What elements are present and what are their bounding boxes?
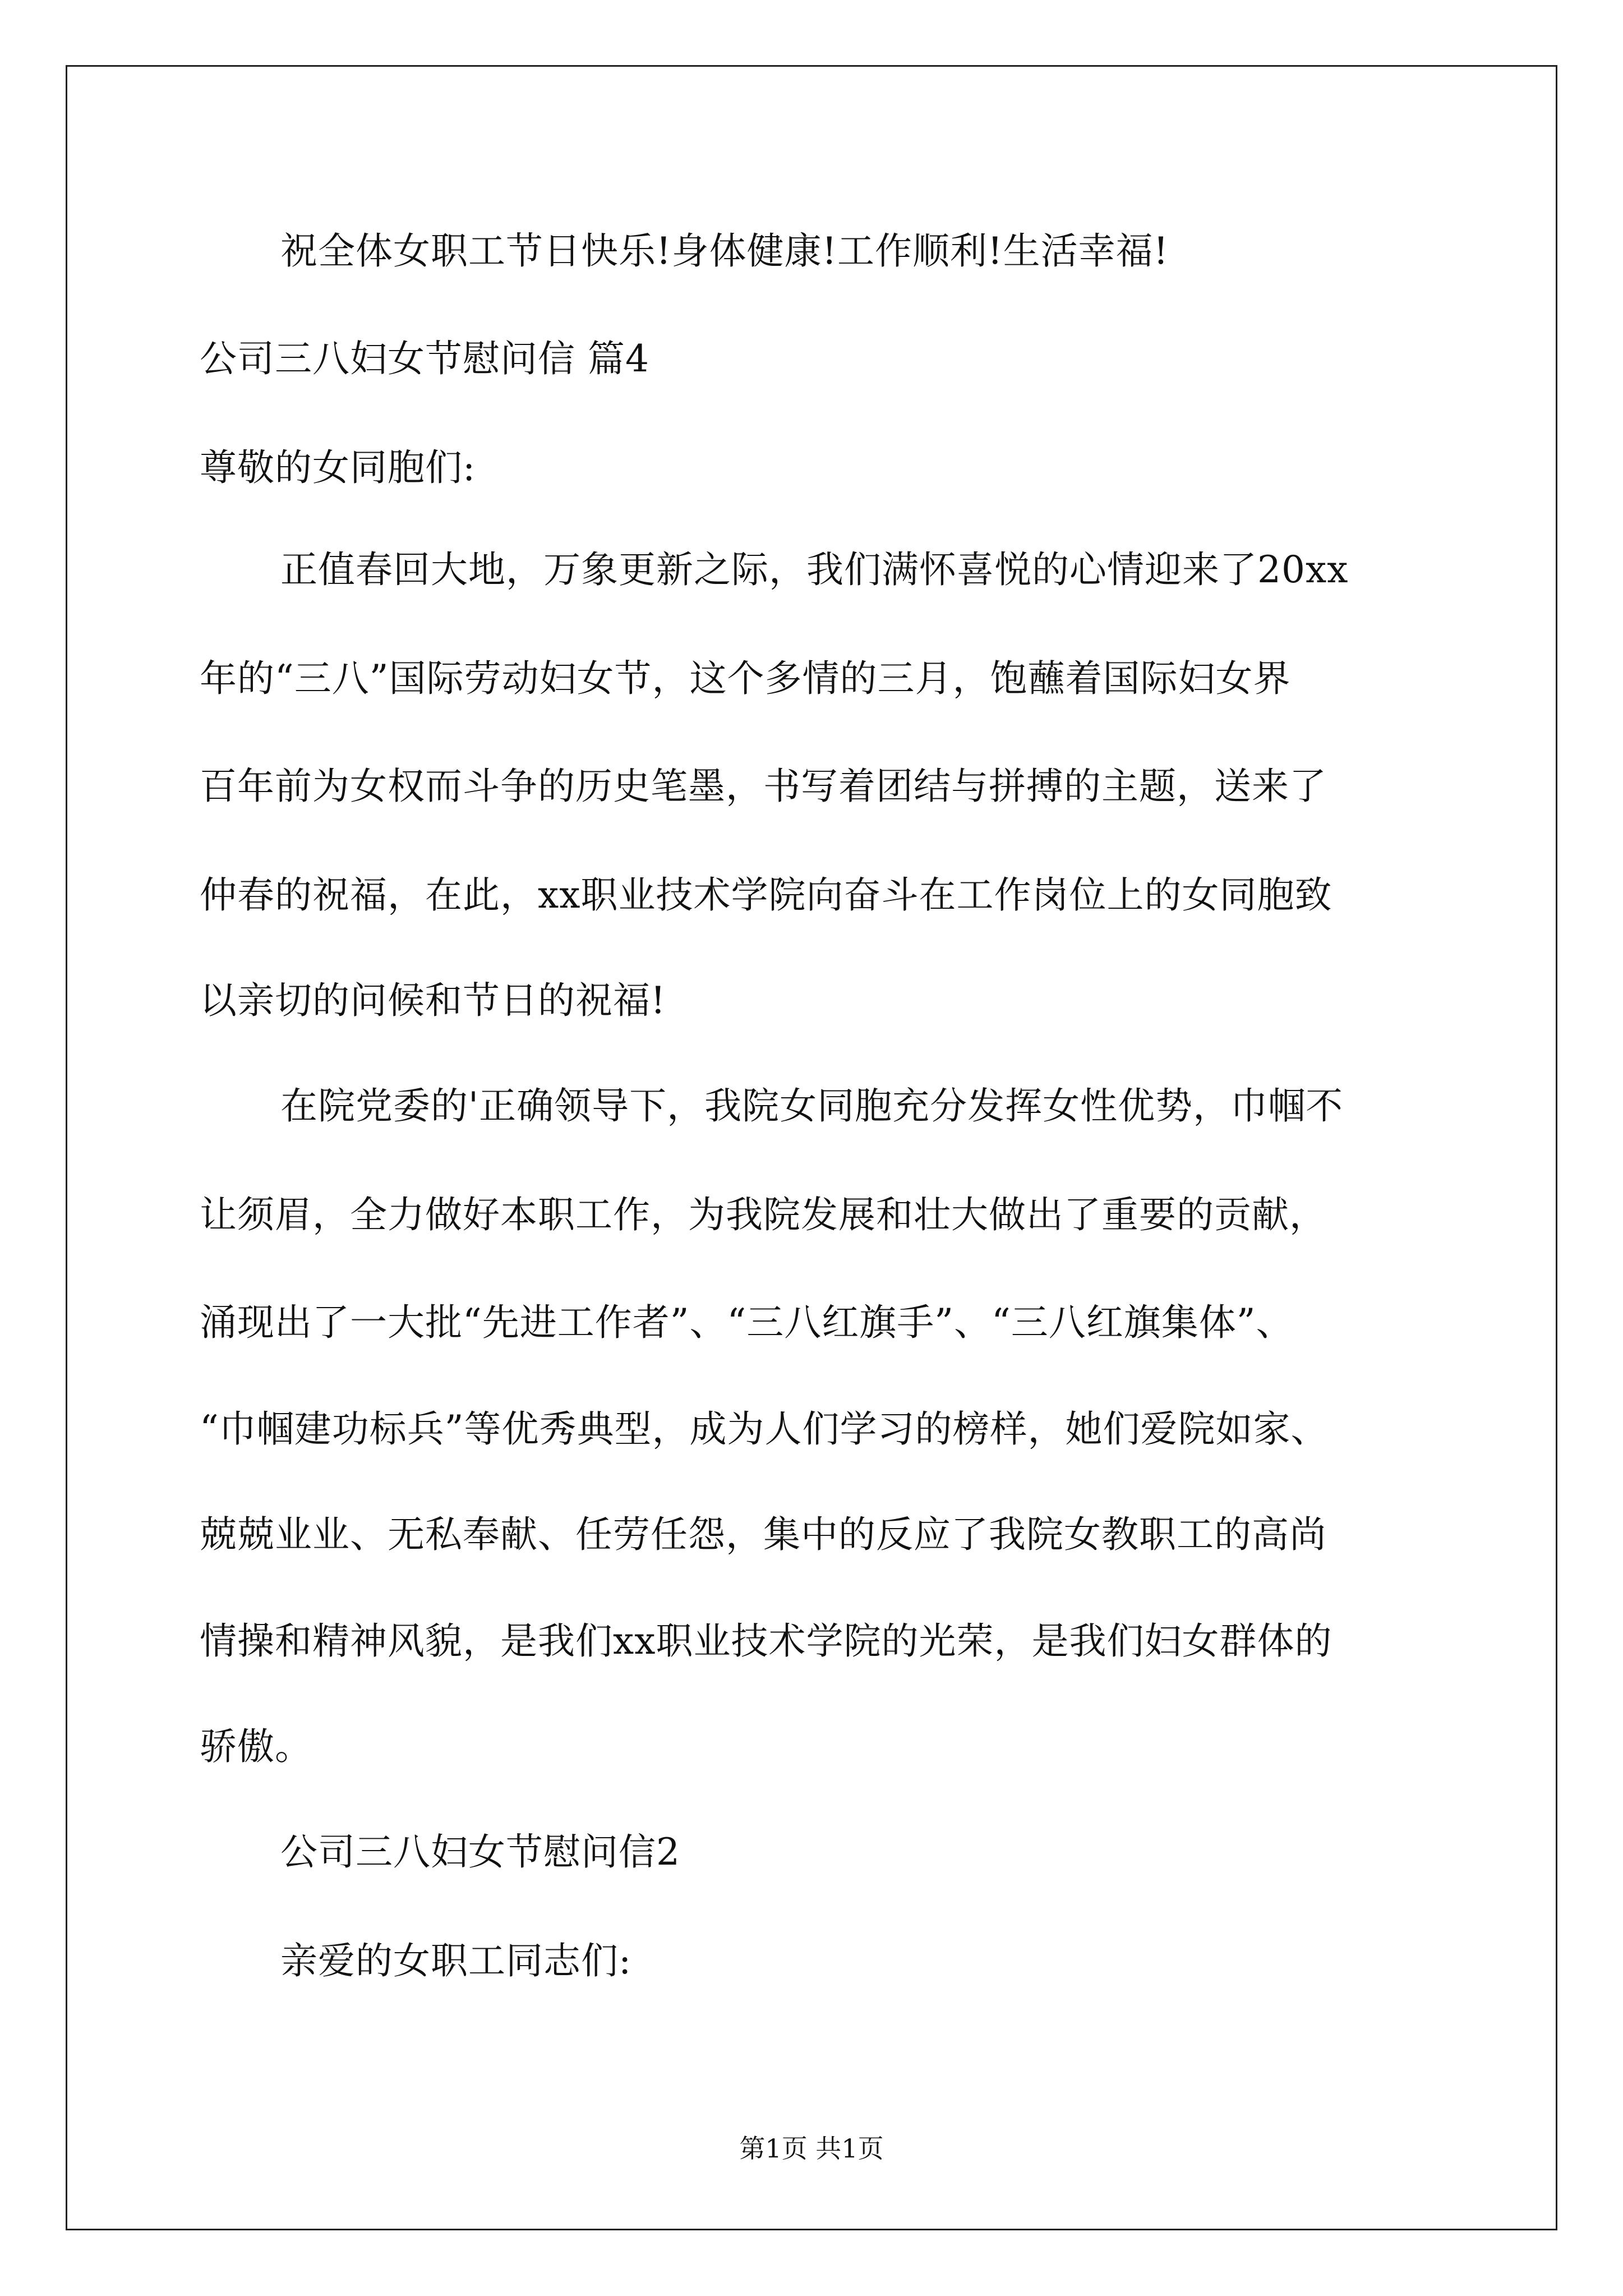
section-heading: 公司三八妇女节慰问信 篇4 [200, 337, 649, 380]
paragraph-line: 兢兢业业、无私奉献、任劳任怨，集中的反应了我院女教职工的高尚 [200, 1513, 1327, 1556]
paragraph-line: 让须眉，全力做好本职工作，为我院发展和壮大做出了重要的贡献， [200, 1193, 1327, 1236]
salutation: 尊敬的女同胞们: [200, 446, 476, 489]
page-number-footer: 第1页 共1页 [739, 2133, 884, 2164]
paragraph-line: 在院党委的'正确领导下，我院女同胞充分发挥女性优势，巾帼不 [280, 1084, 1344, 1128]
salutation: 亲爱的女职工同志们: [280, 1939, 632, 1982]
paragraph-line: 正值春回大地，万象更新之际，我们满怀喜悦的心情迎来了20xx [280, 548, 1349, 591]
closing-wishes: 祝全体女职工节日快乐!身体健康!工作顺利!生活幸福! [280, 229, 1169, 273]
paragraph-line: 仲春的祝福，在此，xx职业技术学院向奋斗在工作岗位上的女同胞致 [200, 873, 1332, 917]
paragraph-line: 年的“三八”国际劳动妇女节，这个多情的三月，饱蘸着国际妇女界 [200, 657, 1291, 700]
paragraph-line: 涌现出了一大批“先进工作者”、“三八红旗手”、“三八红旗集体”、 [200, 1301, 1294, 1344]
paragraph-line: 百年前为女权而斗争的历史笔墨，书写着团结与拼搏的主题，送来了 [200, 765, 1327, 808]
paragraph-line: 骄傲。 [200, 1725, 312, 1768]
paragraph-line: 情操和精神风貌，是我们xx职业技术学院的光荣，是我们妇女群体的 [200, 1619, 1332, 1663]
paragraph-line: 以亲切的问候和节日的祝福! [200, 979, 666, 1022]
paragraph-line: “巾帼建功标兵”等优秀典型，成为人们学习的榜样，她们爱院如家、 [200, 1407, 1329, 1451]
subheading: 公司三八妇女节慰问信2 [280, 1830, 680, 1874]
page-border [66, 65, 1557, 2230]
